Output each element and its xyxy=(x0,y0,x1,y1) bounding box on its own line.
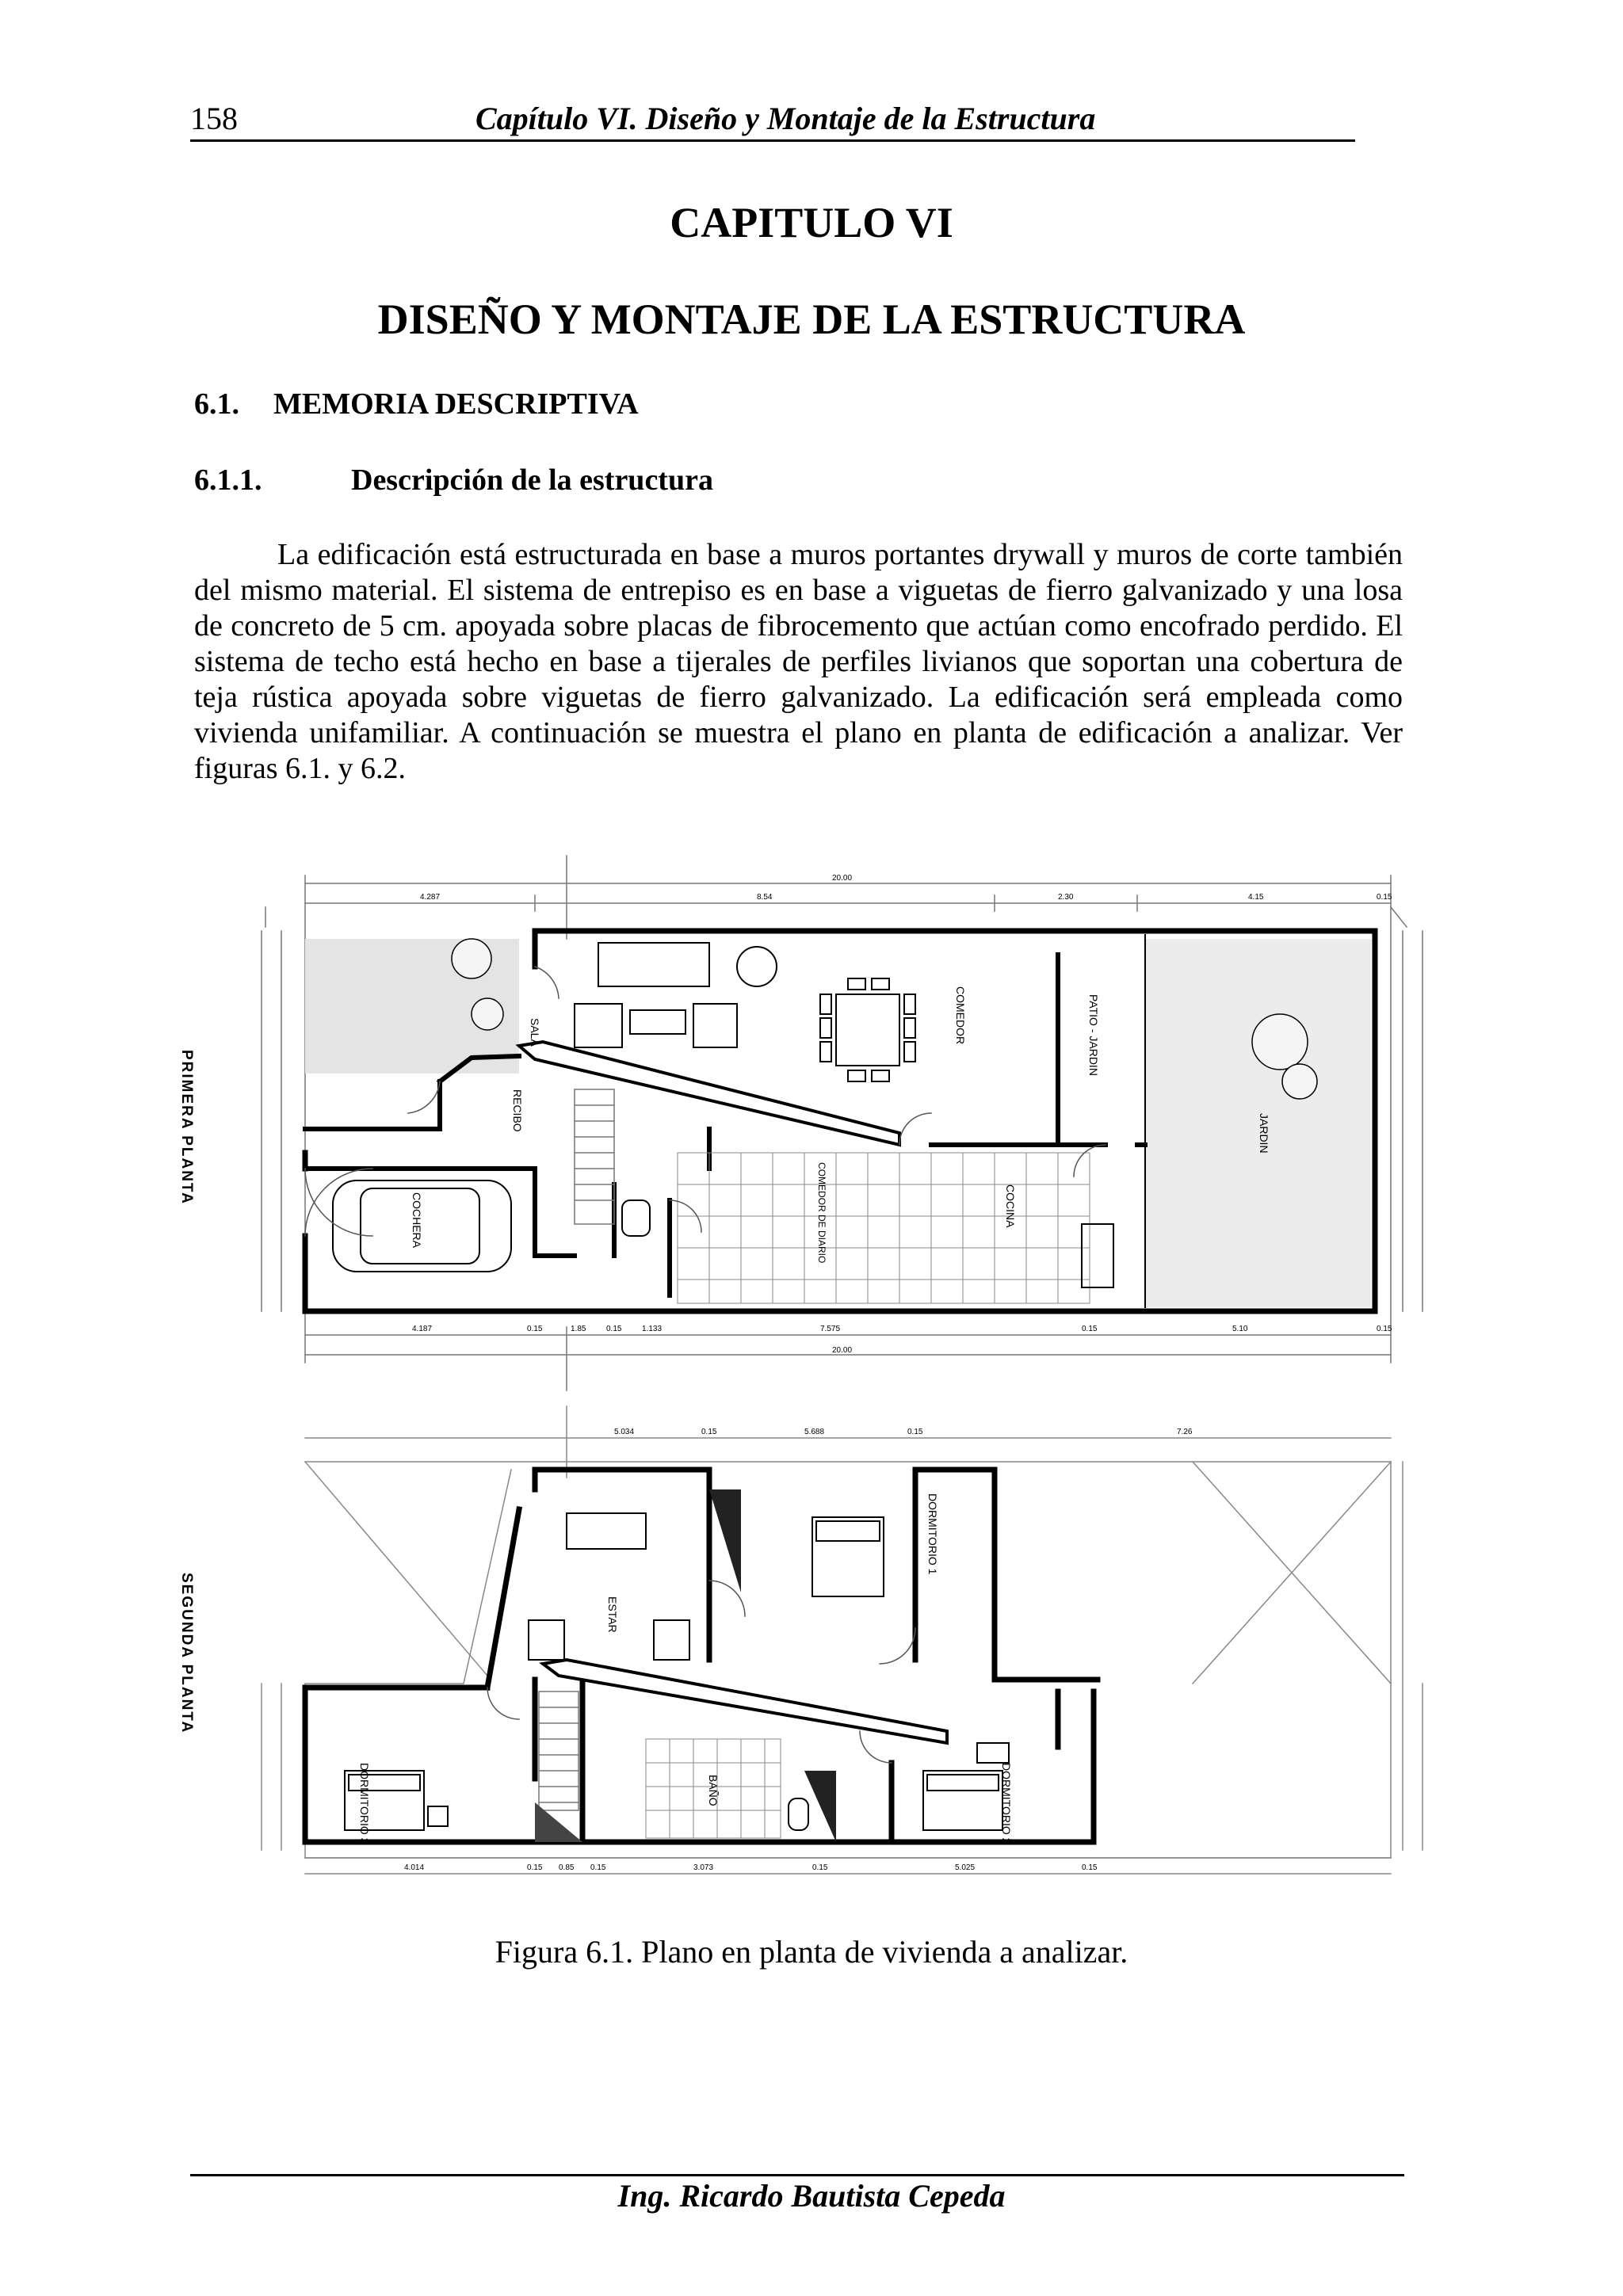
dim2-top-2: 0.15 xyxy=(701,1428,717,1436)
running-title: Capítulo VI. Diseño y Montaje de la Estructura xyxy=(475,101,1096,136)
label-recibo: RECIBO xyxy=(511,1089,524,1132)
plan-2-dimension-lines xyxy=(262,1406,1423,1874)
page-number: 158 xyxy=(190,101,238,136)
footer-author: Ing. Ricardo Bautista Cepeda xyxy=(617,2178,1006,2214)
plan-2 xyxy=(178,1406,1423,1874)
dim2-bot-6: 0.15 xyxy=(812,1863,828,1872)
plan-1-stairs xyxy=(575,1089,614,1224)
dim2-bot-3: 0.85 xyxy=(559,1863,575,1872)
label-bano: BAÑO xyxy=(707,1775,720,1806)
label-cochera: COCHERA xyxy=(411,1192,423,1249)
section-heading xyxy=(194,387,639,421)
dim-bot-9: 0.15 xyxy=(1377,1325,1392,1333)
plan-1 xyxy=(178,856,1423,1390)
plan-2-furniture xyxy=(345,1513,1009,1830)
label-comedor: COMEDOR xyxy=(954,986,967,1045)
subsection-number: 6.1.1. xyxy=(194,463,262,497)
dim-bot-1: 4.187 xyxy=(412,1325,433,1333)
label-segunda-planta: SEGUNDA PLANTA xyxy=(178,1573,195,1734)
dim2-top-4: 0.15 xyxy=(907,1428,923,1436)
label-jardin: JARDIN xyxy=(1258,1113,1270,1154)
label-estar: ESTAR xyxy=(606,1596,619,1633)
header-rule xyxy=(190,139,1355,142)
dim-bot-6: 7.575 xyxy=(820,1325,841,1333)
dim2-top-5: 7.26 xyxy=(1177,1428,1193,1436)
dim-bot-3: 1.85 xyxy=(571,1325,586,1333)
dim-total-top: 20.00 xyxy=(832,874,853,883)
label-dormitorio-2: DORMITORIO 2 xyxy=(1000,1763,1013,1844)
dim2-bot-8: 0.15 xyxy=(1082,1863,1098,1872)
floor-plan-figure xyxy=(178,852,1423,1897)
dim-bot-7: 0.15 xyxy=(1082,1325,1098,1333)
dim2-bot-4: 0.15 xyxy=(590,1863,606,1872)
dim-top-3: 2.30 xyxy=(1058,893,1074,902)
dim2-bot-2: 0.15 xyxy=(527,1863,543,1872)
dim2-bot-1: 4.014 xyxy=(404,1863,425,1872)
label-patio: PATIO - JARDIN xyxy=(1087,994,1100,1076)
dim-total-bottom: 20.00 xyxy=(832,1346,853,1355)
dim-top-5: 0.15 xyxy=(1377,893,1392,902)
label-primera-planta: PRIMERA PLANTA xyxy=(178,1050,195,1205)
plan-2-dimensions xyxy=(404,1428,1193,1872)
label-comedor-diario: COMEDOR DE DIARIO xyxy=(816,1162,827,1264)
label-dormitorio-3: DORMITORIO 3 xyxy=(358,1763,371,1844)
body-paragraph: La edificación está estructurada en base a muros portantes drywall y muros de corte también del mismo material. El sistema de entrepiso es en base a viguetas de fierro galvanizado y una losa de concreto de 5 cm. apoyada sobre placas de fibrocemento que actúan como encofrado perdido. El sistema de techo está hecho en base a tijerales de perfiles livianos que soportan una cobertura de teja rústica apoyada sobre viguetas de fierro galvanizado. La edificación será empleada como vivienda unifamiliar. A continuación se muestra el plano en planta de edificación a analizar. Ver figuras 6.1. y 6.2. xyxy=(194,538,1403,785)
label-sala: SALA xyxy=(529,1018,541,1047)
label-dormitorio-1: DORMITORIO 1 xyxy=(926,1493,939,1575)
dim-top-2: 8.54 xyxy=(757,893,773,902)
dim-top-1: 4.287 xyxy=(420,893,441,902)
footer-rule xyxy=(190,2174,1404,2176)
dim2-bot-5: 3.073 xyxy=(693,1863,714,1872)
dim2-top-1: 5.034 xyxy=(614,1428,635,1436)
subsection-title: Descripción de la estructura xyxy=(351,463,713,497)
chapter-label: CAPITULO VI xyxy=(670,199,953,246)
dim-top-4: 4.15 xyxy=(1248,893,1264,902)
figure-caption: Figura 6.1. Plano en planta de vivienda a analizar. xyxy=(495,1934,1128,1970)
chapter-title: DISEÑO Y MONTAJE DE LA ESTRUCTURA xyxy=(377,296,1246,343)
section-title: MEMORIA DESCRIPTIVA xyxy=(273,387,639,421)
floor-plan-drawing xyxy=(178,852,1423,1897)
subsection-heading xyxy=(194,463,713,498)
dim-bot-8: 5.10 xyxy=(1232,1325,1248,1333)
dim-bot-5: 1.133 xyxy=(642,1325,663,1333)
dim2-bot-7: 5.025 xyxy=(955,1863,976,1872)
plan-1-floor-tiles xyxy=(678,1153,1090,1303)
dim-bot-2: 0.15 xyxy=(527,1325,543,1333)
section-number: 6.1. xyxy=(194,387,239,421)
dim-bot-4: 0.15 xyxy=(606,1325,622,1333)
dim2-top-3: 5.688 xyxy=(804,1428,825,1436)
label-cocina: COCINA xyxy=(1004,1184,1017,1228)
